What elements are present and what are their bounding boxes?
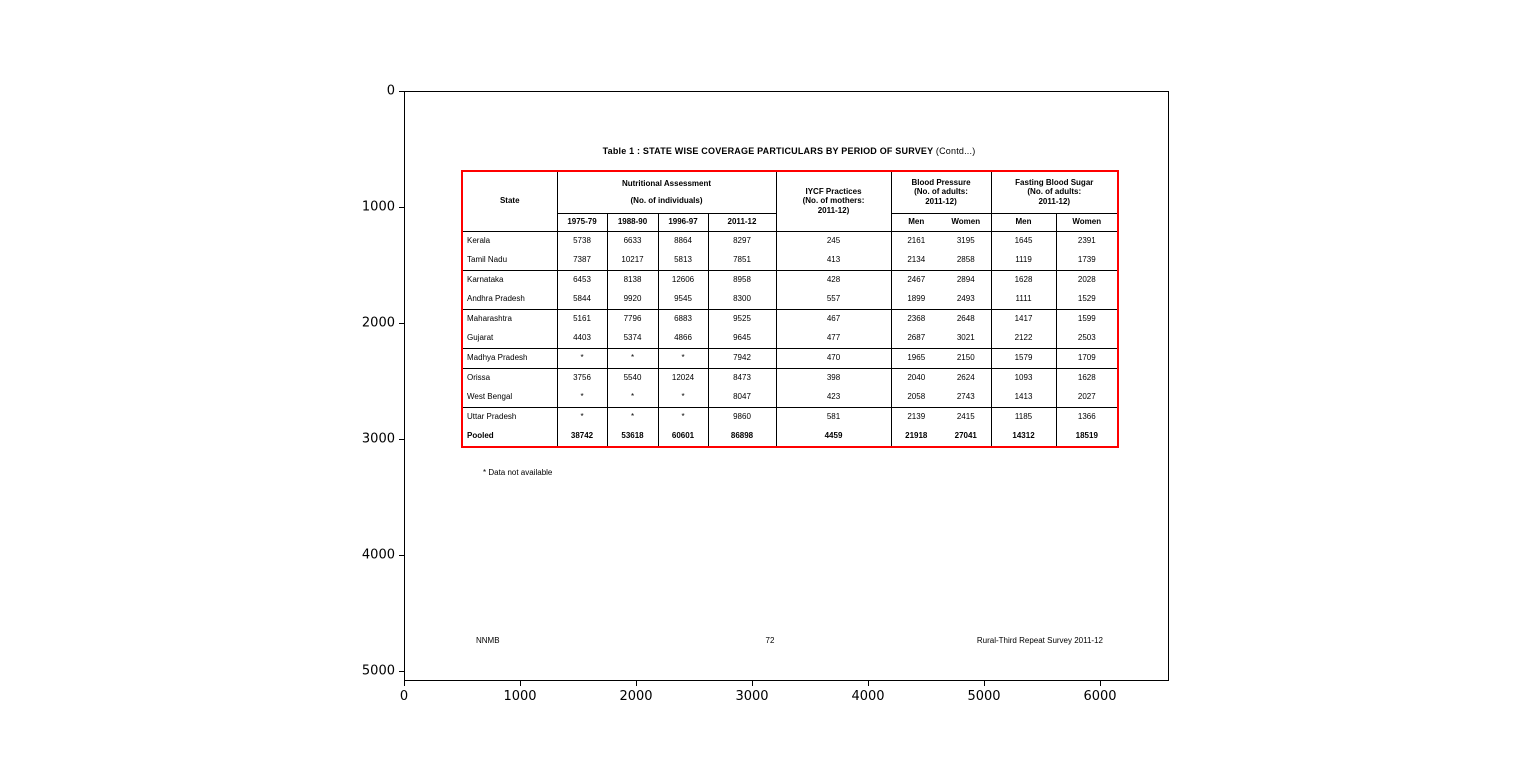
cell-value: 2150	[941, 348, 991, 368]
cell-value: *	[607, 407, 658, 427]
cell-value: 7796	[607, 309, 658, 329]
header-fasting-blood-sugar	[991, 171, 1118, 213]
cell-state: West Bengal	[462, 388, 557, 408]
cell-value: 8300	[708, 290, 776, 310]
cell-value: 53618	[607, 427, 658, 447]
cell-value: 2028	[1056, 270, 1118, 290]
cell-value: 18519	[1056, 427, 1118, 447]
y-tick-label: 3000	[361, 431, 395, 447]
x-tick-label: 1000	[503, 689, 537, 704]
header-fbs-women: Women	[1056, 213, 1118, 231]
cell-value: 1093	[991, 368, 1056, 388]
cell-value: 1739	[1056, 251, 1118, 271]
cell-state: Pooled	[462, 427, 557, 447]
header-bp-line1: Blood Pressure	[911, 177, 971, 187]
y-tick-mark	[399, 323, 404, 324]
cell-value: 398	[776, 368, 891, 388]
cell-value: 5540	[607, 368, 658, 388]
table-row	[462, 231, 1118, 251]
table-title-contd: (Contd...)	[935, 146, 976, 156]
cell-value: 9525	[708, 309, 776, 329]
header-na-line1: Nutritional Assessment	[621, 179, 712, 189]
footer-right: Rural-Third Repeat Survey 2011-12	[976, 636, 1103, 645]
cell-value: 5813	[658, 251, 708, 271]
cell-value: 21918	[891, 427, 941, 447]
header-iycf-line1: IYCF Practices	[805, 186, 862, 196]
cell-value: 7387	[557, 251, 607, 271]
header-fbs-line1: Fasting Blood Sugar	[1015, 177, 1094, 187]
cell-value: 6453	[557, 270, 607, 290]
cell-value: 2743	[941, 388, 991, 408]
header-iycf-line2: (No. of mothers:	[802, 196, 865, 206]
cell-value: 12024	[658, 368, 708, 388]
cell-value: 2503	[1056, 329, 1118, 349]
cell-value: 1579	[991, 348, 1056, 368]
cell-value: 1417	[991, 309, 1056, 329]
y-tick-label: 5000	[361, 663, 395, 679]
cell-value: 8473	[708, 368, 776, 388]
cell-value: 27041	[941, 427, 991, 447]
cell-value: 423	[776, 388, 891, 408]
y-tick-label: 1000	[361, 199, 395, 215]
x-tick-mark	[1100, 681, 1101, 686]
cell-value: 467	[776, 309, 891, 329]
cell-value: 2415	[941, 407, 991, 427]
footnote: * Data not available	[483, 468, 553, 477]
header-fbs-line2: (No. of adults:	[1027, 187, 1082, 197]
cell-value: 2858	[941, 251, 991, 271]
header-bp-line2: (No. of adults:	[914, 187, 968, 197]
cell-value: 1599	[1056, 309, 1118, 329]
cell-value: 2122	[991, 329, 1056, 349]
table-row	[462, 388, 1118, 408]
table-row	[462, 348, 1118, 368]
header-bp-women: Women	[941, 213, 991, 231]
table-row	[462, 290, 1118, 310]
header-blood-pressure	[891, 171, 991, 213]
table-row	[462, 251, 1118, 271]
x-tick-mark	[984, 681, 985, 686]
table-title	[461, 146, 1117, 156]
cell-state: Gujarat	[462, 329, 557, 349]
x-tick-label: 6000	[1083, 689, 1117, 704]
cell-value: 8138	[607, 270, 658, 290]
cell-value: 8297	[708, 231, 776, 251]
header-bp-line3: 2011-12)	[925, 197, 957, 207]
cell-value: 1628	[1056, 368, 1118, 388]
cell-value: 9645	[708, 329, 776, 349]
cell-value: *	[658, 407, 708, 427]
cell-value: 1413	[991, 388, 1056, 408]
header-year-1996-97: 1996-97	[658, 213, 708, 231]
y-tick-mark	[399, 207, 404, 208]
cell-state: Karnataka	[462, 270, 557, 290]
cell-value: 8047	[708, 388, 776, 408]
x-tick-label: 2000	[619, 689, 653, 704]
header-iycf	[776, 171, 891, 231]
cell-value: 5161	[557, 309, 607, 329]
cell-value: 7942	[708, 348, 776, 368]
cell-value: 5374	[607, 329, 658, 349]
cell-value: 1366	[1056, 407, 1118, 427]
cell-value: 2467	[891, 270, 941, 290]
table-row	[462, 309, 1118, 329]
cell-value: 5844	[557, 290, 607, 310]
cell-value: 9920	[607, 290, 658, 310]
cell-value: 1119	[991, 251, 1056, 271]
cell-value: 1185	[991, 407, 1056, 427]
footer-left: NNMB	[476, 636, 500, 645]
cell-value: 1628	[991, 270, 1056, 290]
cell-value: 4459	[776, 427, 891, 447]
header-nutritional-assessment	[557, 171, 776, 213]
x-tick-label: 3000	[735, 689, 769, 704]
header-year-1988-90: 1988-90	[607, 213, 658, 231]
header-year-2011-12: 2011-12	[708, 213, 776, 231]
cell-value: 2368	[891, 309, 941, 329]
cell-value: 2139	[891, 407, 941, 427]
cell-value: 5738	[557, 231, 607, 251]
y-tick-label: 0	[386, 83, 395, 99]
cell-value: 3021	[941, 329, 991, 349]
header-year-1975-79: 1975-79	[557, 213, 607, 231]
cell-value: 1965	[891, 348, 941, 368]
cell-value: 38742	[557, 427, 607, 447]
cell-value: 86898	[708, 427, 776, 447]
cell-value: 2058	[891, 388, 941, 408]
cell-value: 14312	[991, 427, 1056, 447]
cell-value: 2894	[941, 270, 991, 290]
cell-state: Maharashtra	[462, 309, 557, 329]
cell-value: 470	[776, 348, 891, 368]
cell-value: 4403	[557, 329, 607, 349]
cell-value: 8958	[708, 270, 776, 290]
y-tick-mark	[399, 439, 404, 440]
table-title-text: Table 1 : STATE WISE COVERAGE PARTICULARS BY PERIOD OF SURVEY	[602, 146, 934, 156]
cell-value: 2134	[891, 251, 941, 271]
cell-value: *	[658, 388, 708, 408]
table-row	[462, 368, 1118, 388]
header-fbs-line3: 2011-12)	[1038, 197, 1071, 207]
cell-value: 6883	[658, 309, 708, 329]
cell-state: Orissa	[462, 368, 557, 388]
x-tick-mark	[752, 681, 753, 686]
cell-state: Kerala	[462, 231, 557, 251]
cell-value: 4866	[658, 329, 708, 349]
cell-value: 2391	[1056, 231, 1118, 251]
x-tick-label: 4000	[851, 689, 885, 704]
cell-value: 245	[776, 231, 891, 251]
cell-value: *	[557, 348, 607, 368]
header-iycf-line3: 2011-12)	[817, 206, 850, 216]
header-bp-men: Men	[891, 213, 941, 231]
cell-value: 477	[776, 329, 891, 349]
cell-value: 60601	[658, 427, 708, 447]
cell-value: 1709	[1056, 348, 1118, 368]
cell-value: 7851	[708, 251, 776, 271]
cell-value: 581	[776, 407, 891, 427]
cell-value: 1111	[991, 290, 1056, 310]
x-tick-label: 5000	[967, 689, 1001, 704]
cell-value: 2687	[891, 329, 941, 349]
header-fbs-men: Men	[991, 213, 1056, 231]
cell-value: *	[607, 388, 658, 408]
coverage-table	[461, 170, 1119, 448]
cell-state: Tamil Nadu	[462, 251, 557, 271]
y-tick-mark	[399, 671, 404, 672]
cell-value: 2624	[941, 368, 991, 388]
header-state: State	[462, 171, 557, 231]
cell-value: 2161	[891, 231, 941, 251]
cell-state: Madhya Pradesh	[462, 348, 557, 368]
cell-value: 9860	[708, 407, 776, 427]
x-tick-mark	[404, 681, 405, 686]
table-row	[462, 270, 1118, 290]
cell-state: Uttar Pradesh	[462, 407, 557, 427]
cell-value: 2493	[941, 290, 991, 310]
y-tick-label: 2000	[361, 315, 395, 331]
cell-value: 428	[776, 270, 891, 290]
cell-state: Andhra Pradesh	[462, 290, 557, 310]
footer-page-number: 72	[765, 636, 775, 645]
cell-value: 8864	[658, 231, 708, 251]
cell-value: 2027	[1056, 388, 1118, 408]
cell-value: 10217	[607, 251, 658, 271]
y-tick-mark	[399, 555, 404, 556]
cell-value: *	[557, 407, 607, 427]
cell-value: 1645	[991, 231, 1056, 251]
coverage-table-body	[462, 231, 1118, 447]
cell-value: 413	[776, 251, 891, 271]
cell-value: *	[607, 348, 658, 368]
table-row	[462, 427, 1118, 447]
y-tick-label: 4000	[361, 547, 395, 563]
cell-value: 2040	[891, 368, 941, 388]
cell-value: 1529	[1056, 290, 1118, 310]
table-row	[462, 407, 1118, 427]
cell-value: 2648	[941, 309, 991, 329]
x-tick-label: 0	[399, 689, 409, 704]
x-tick-mark	[636, 681, 637, 686]
cell-value: 3756	[557, 368, 607, 388]
cell-value: 3195	[941, 231, 991, 251]
cell-value: 6633	[607, 231, 658, 251]
table-row	[462, 329, 1118, 349]
cell-value: 12606	[658, 270, 708, 290]
x-tick-mark	[520, 681, 521, 686]
cell-value: 557	[776, 290, 891, 310]
y-tick-mark	[399, 91, 404, 92]
cell-value: *	[658, 348, 708, 368]
x-tick-mark	[868, 681, 869, 686]
cell-value: *	[557, 388, 607, 408]
spacer	[560, 189, 774, 196]
cell-value: 9545	[658, 290, 708, 310]
cell-value: 1899	[891, 290, 941, 310]
header-na-line2: (No. of individuals)	[630, 195, 703, 205]
